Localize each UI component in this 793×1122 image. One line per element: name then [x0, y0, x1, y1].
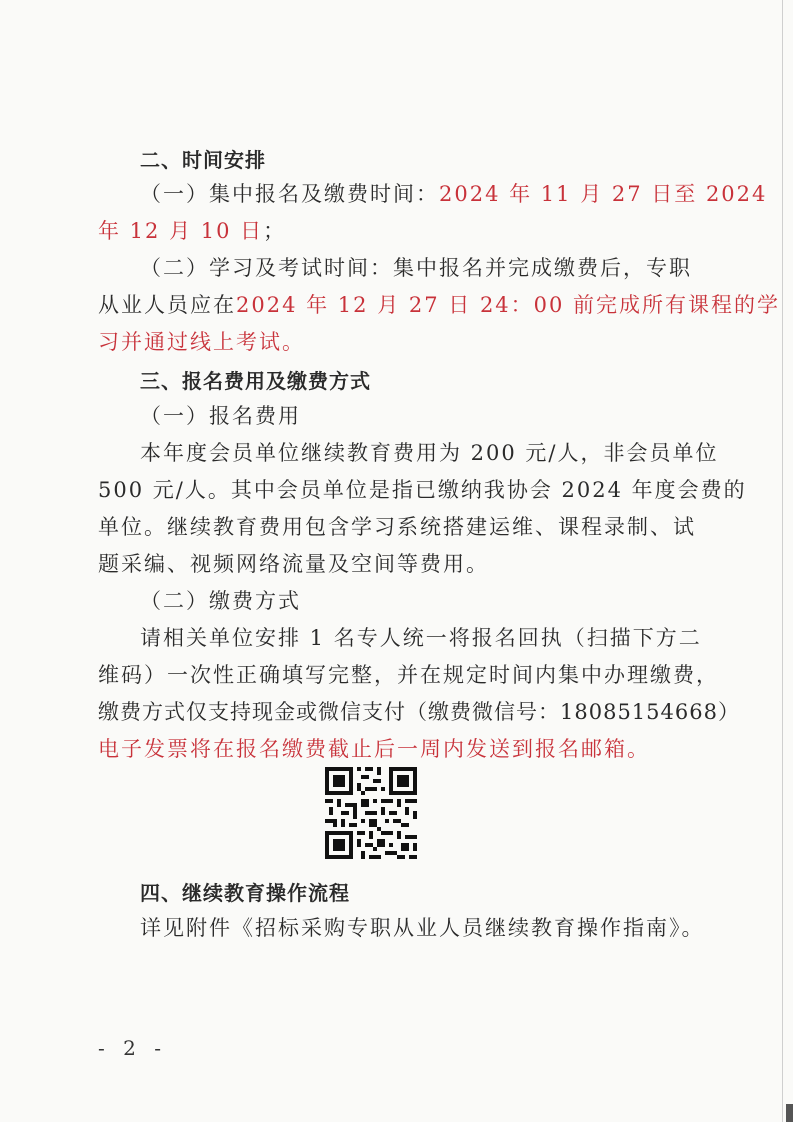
item1-date-end: 年 12 月 10 日 [98, 219, 264, 243]
fee-para-line: 题采编、视频网络流量及空间等费用。 [98, 552, 489, 576]
page-edge-mark [786, 1104, 793, 1122]
section3-heading: 三、报名费用及缴费方式 [140, 369, 371, 393]
invoice-note: 电子发票将在报名缴费截止后一周内发送到报名邮箱。 [98, 737, 650, 761]
section4-text: 详见附件《招标采购专职从业人员继续教育操作指南》。 [140, 916, 705, 940]
qr-code-icon[interactable] [325, 767, 417, 859]
item1-date-start: 2024 年 11 月 27 日至 2024 [439, 182, 768, 206]
section4-heading: 四、继续教育操作流程 [140, 881, 350, 905]
page-edge-line [782, 0, 783, 1122]
section2-item2-line2: 从业人员应在2024 年 12 月 27 日 24：00 前完成所有课程的学 [98, 293, 781, 317]
item1-label: （一）集中报名及缴费时间： [140, 182, 439, 206]
fee-para-line: 单位。继续教育费用包含学习系统搭建运维、课程录制、试 [98, 515, 696, 539]
page-number: - 2 - [98, 1036, 167, 1060]
section3-sub2: （二）缴费方式 [140, 589, 301, 613]
fee-para-line: 本年度会员单位继续教育费用为 200 元/人，非会员单位 [140, 441, 719, 465]
section2-item1-line1 [140, 176, 768, 212]
fee-para-line: 500 元/人。其中会员单位是指已缴纳我协会 2024 年度会费的 [98, 478, 747, 502]
section3-sub1: （一）报名费用 [140, 404, 301, 428]
payment-para-line: 维码）一次性正确填写完整，并在规定时间内集中办理缴费， [98, 663, 719, 687]
payment-para-line: 请相关单位安排 1 名专人统一将报名回执（扫描下方二 [140, 626, 702, 650]
section2-item1-line2: 年 12 月 10 日； [98, 219, 287, 243]
item2-deadline: 2024 年 12 月 27 日 24：00 前完成所有课程的学 [236, 293, 781, 317]
section2-item2-line3: 习并通过线上考试。 [98, 330, 305, 354]
payment-para-line: 缴费方式仅支持现金或微信支付（缴费微信号：18085154668） [98, 700, 740, 724]
section2-item2-line1: （二）学习及考试时间：集中报名并完成缴费后，专职 [140, 256, 692, 280]
section2-heading: 二、时间安排 [140, 148, 266, 172]
